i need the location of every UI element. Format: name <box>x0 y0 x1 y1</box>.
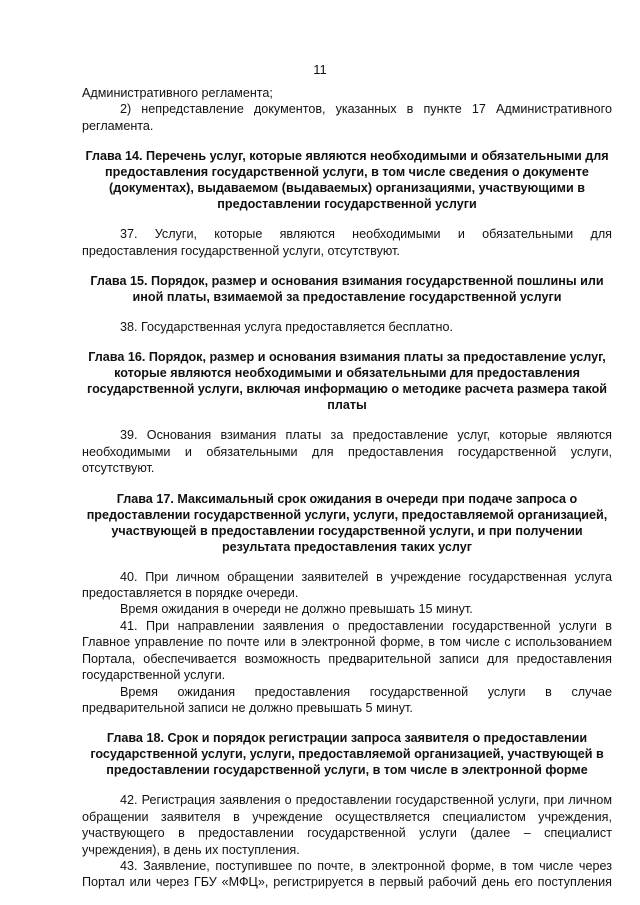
paragraph-41: 41. При направлении заявления о предоставлении государственной услуги в Главное управление по почте или в электронной форме, в том числе с использованием Портала, обеспечивается возможность предварительной записи для предоставления государственной услуги. <box>82 618 612 683</box>
paragraph-38: 38. Государственная услуга предоставляется бесплатно. <box>120 320 454 335</box>
paragraph-item-2: 2) непредставление документов, указанных в пункте 17 Административного регламента. <box>82 102 612 133</box>
paragraph-39: 39. Основания взимания платы за предоставление услуг, которые являются необходимыми и обязательными для предоставления государственной услуги, отсутствуют. <box>82 428 612 476</box>
chapter-15-heading: Глава 15. Порядок, размер и основания взимания государственной пошлины или иной платы, взимаемой за предоставление государственной услуги <box>90 274 604 305</box>
paragraph-continuation: Административного регламента; <box>82 86 273 100</box>
document-body <box>82 85 612 891</box>
paragraph-40: 40. При личном обращении заявителей в учреждение государственная услуга предоставляется в порядке очереди. <box>82 569 612 601</box>
paragraph-42: 42. Регистрация заявления о предоставлении государственной услуги, при личном обращении заявителя в учреждение осуществляется специалистом учреждения, участвующего в предоставлении государственной услуги (далее – специалист учреждения), в день их поступления. <box>82 793 612 857</box>
chapter-16-heading: Глава 16. Порядок, размер и основания взимания платы за предоставление услуг, которые являются необходимыми и обязательными для предоставления государственной услуги, включая информацию о методике расчета размера такой платы <box>86 350 608 413</box>
paragraph-37: 37. Услуги, которые являются необходимыми и обязательными для предоставления государственной услуги, отсутствуют. <box>82 227 612 258</box>
paragraph-41-wait-time: Время ожидания предоставления государственной услуги в случае предварительной записи не должно превышать 5 минут. <box>82 684 612 715</box>
chapter-18-heading: Глава 18. Срок и порядок регистрации запроса заявителя о предоставлении государственной услуги, услуги, предоставляемой организацией, участвующей в предоставлении государственной услуги, в том числе в электронной форме <box>90 731 604 778</box>
page-number: 11 <box>313 62 327 77</box>
chapter-14-heading: Глава 14. Перечень услуг, которые являются необходимыми и обязательными для предоставления государственной услуги, в том числе сведения о документе (документах), выдаваемом (выдаваемых) организациями, участвующими в предоставлении государственной услуги <box>85 149 609 212</box>
paragraph-40-wait-time: Время ожидания в очереди не должно превышать 15 минут. <box>120 602 473 617</box>
paragraph-43: 43. Заявление, поступившее по почте, в электронной форме, в том числе через Портал или через ГБУ «МФЦ», регистрируется в первый рабочий день его поступления <box>82 858 612 890</box>
chapter-17-heading: Глава 17. Максимальный срок ожидания в очереди при подаче запроса о предоставлении государственной услуги, услуги, предоставляемой организацией, участвующей в предоставлении государственной услуги, и при получении результата предоставления таких услуг <box>86 491 608 554</box>
